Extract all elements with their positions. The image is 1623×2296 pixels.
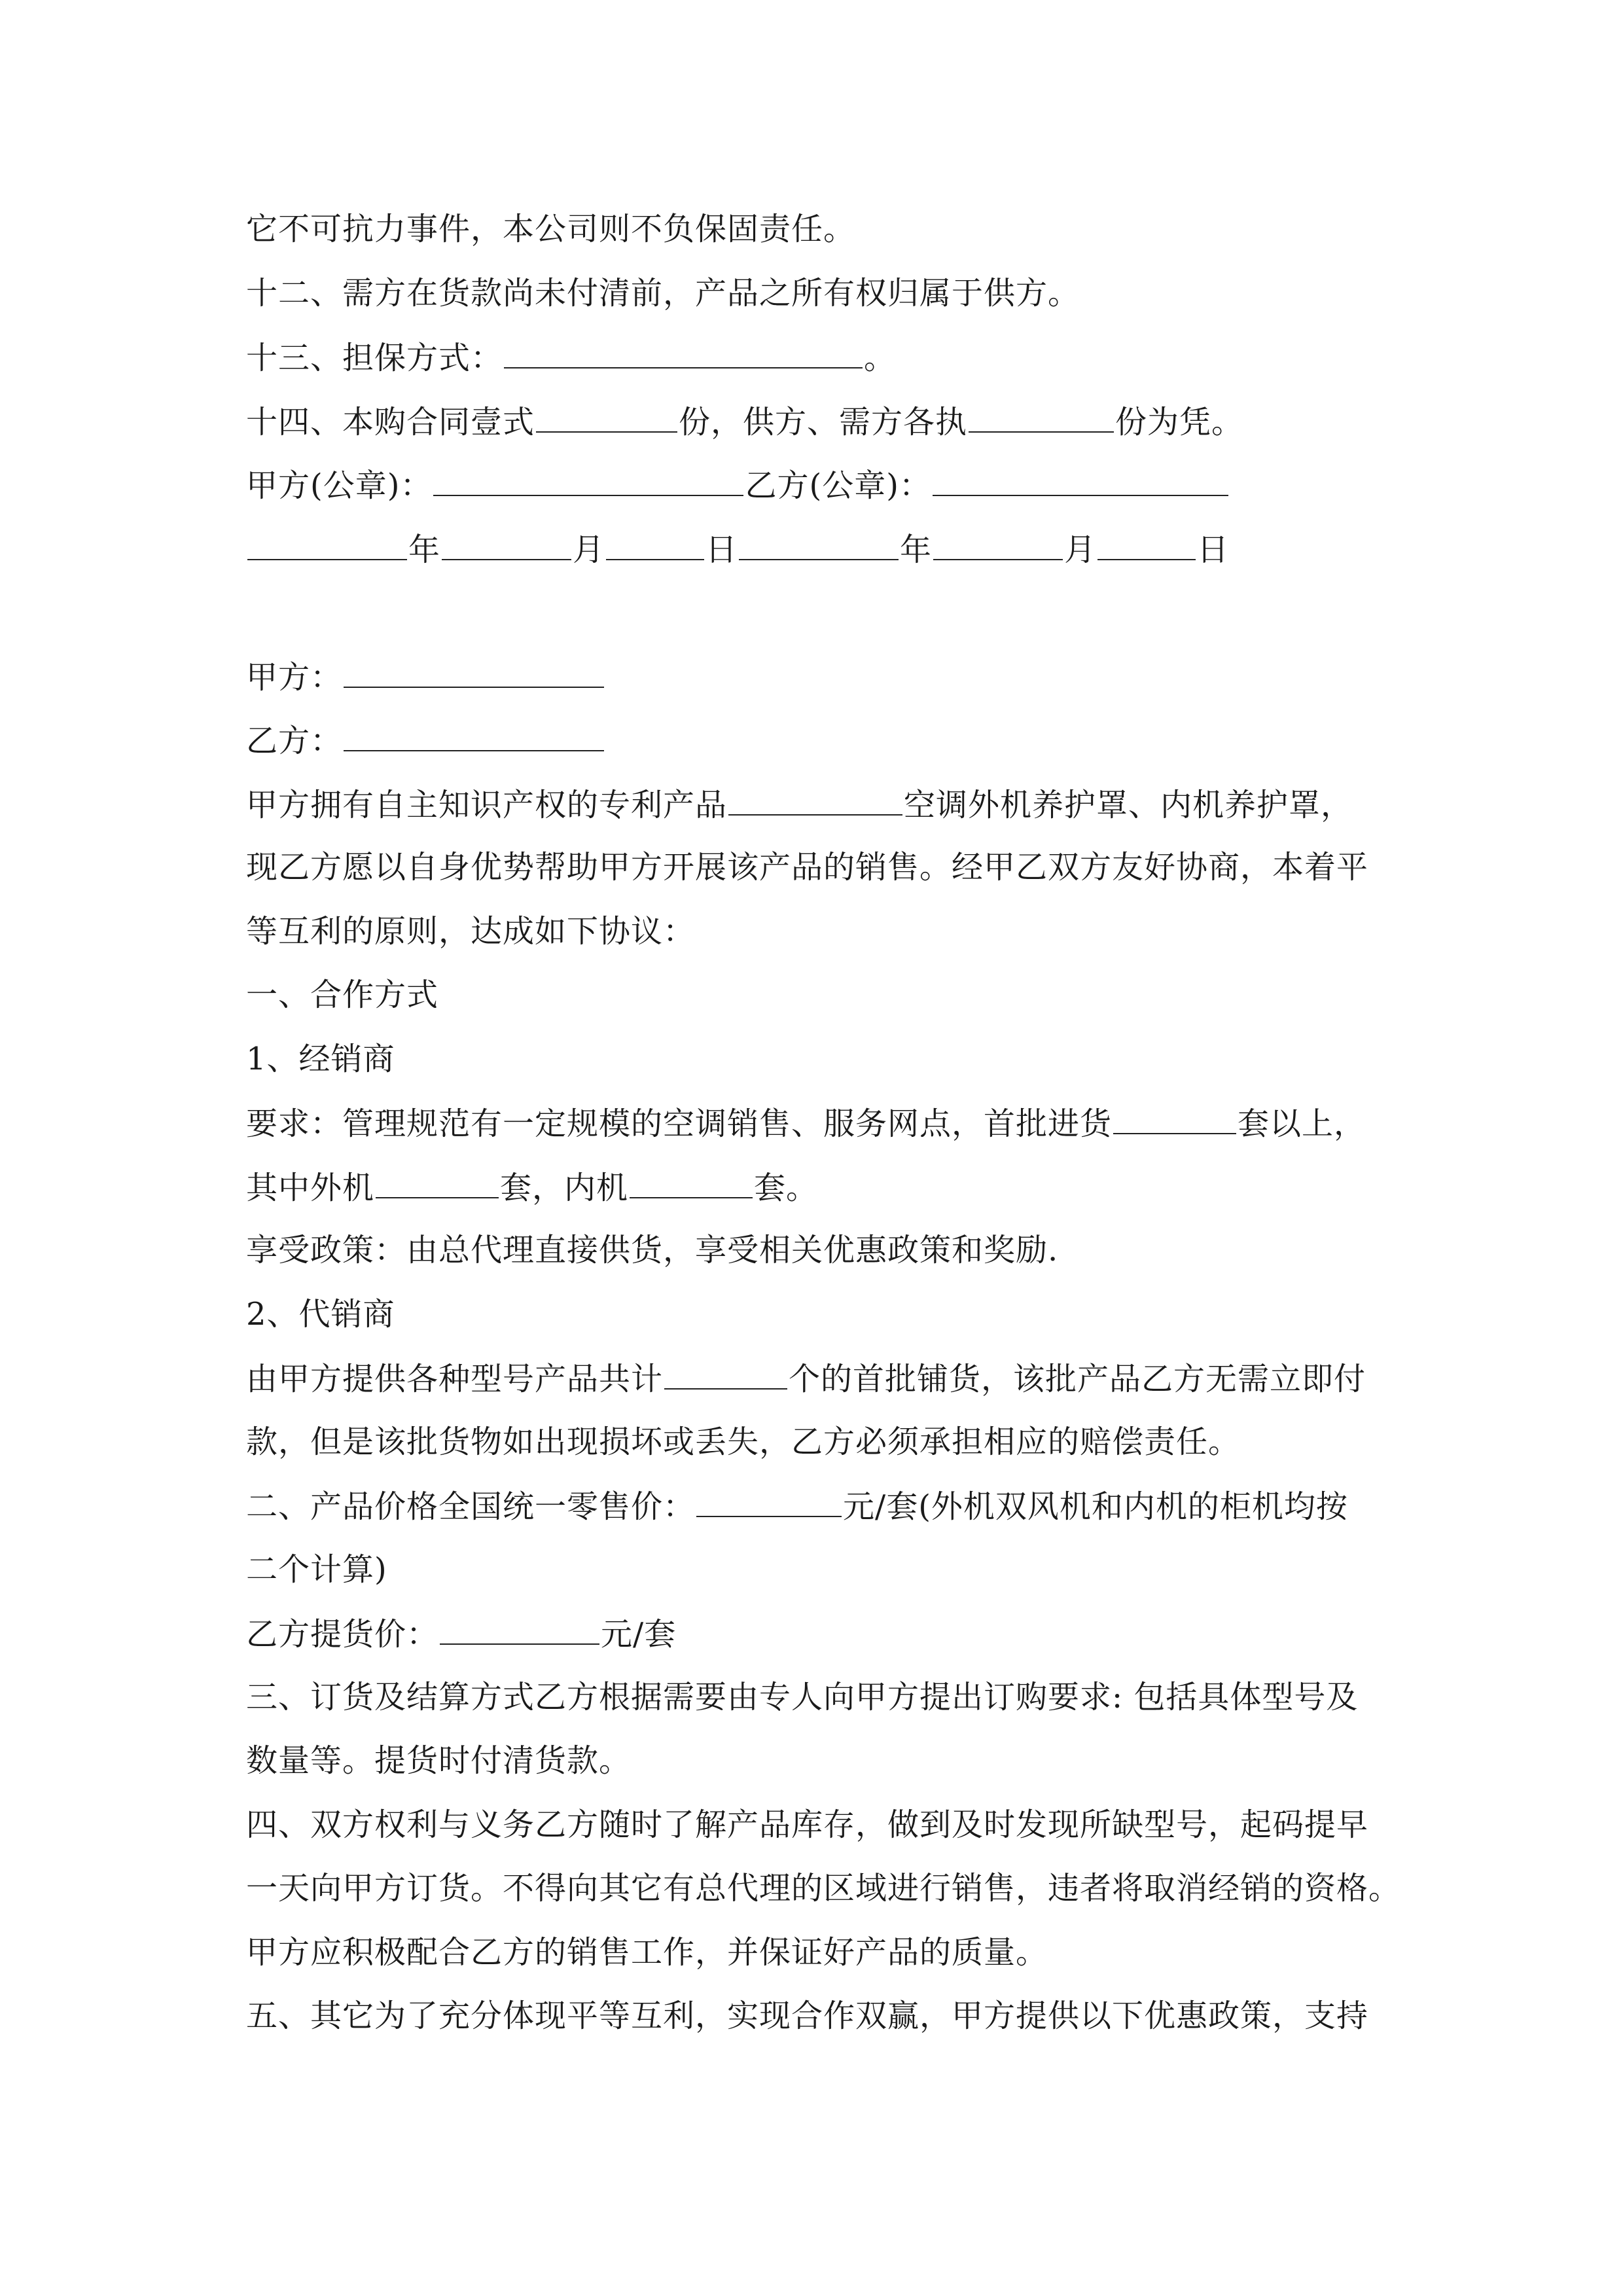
text-line [246, 1805, 1368, 1844]
fill-in-blank [433, 465, 743, 496]
fill-in-blank [739, 529, 899, 560]
year-label: 年 [408, 531, 441, 568]
line-text: 由甲方提供各种型号产品共计 [246, 1361, 664, 1397]
line-text: 个的首批铺货，该批产品乙方无需立即付 [789, 1361, 1366, 1397]
text-line [246, 1103, 1366, 1143]
text-line [246, 1613, 676, 1654]
line-text: 元/套 [601, 1616, 677, 1653]
line-text: 十三、担保方式： [246, 340, 503, 376]
text-line [246, 337, 896, 378]
fill-in-blank [440, 1613, 599, 1645]
line-text: 一、合作方式 [246, 977, 439, 1013]
text-line [246, 401, 1243, 442]
fill-in-blank [536, 401, 677, 433]
fill-in-blank [696, 1486, 842, 1517]
text-line [246, 1167, 818, 1208]
text-line [246, 1677, 1358, 1717]
line-text: 它不可抗力事件，本公司则不负保固责任。 [246, 211, 856, 247]
party-a-seal-label: 甲方(公章)： [246, 467, 433, 504]
line-text: 甲方应积极配合乙方的销售工作，并保证好产品的质量。 [246, 1934, 1048, 1971]
text-line [246, 1358, 1366, 1399]
line-text: 甲方拥有自主知识产权的专利产品 [246, 787, 728, 823]
fill-in-blank [728, 784, 902, 816]
fill-in-blank [1097, 529, 1196, 560]
party-a-label: 甲方： [246, 659, 343, 696]
line-text: 空调外机养护罩、内机养护罩， [904, 787, 1353, 823]
text-line [246, 1422, 1240, 1462]
signature-line [246, 465, 1230, 505]
text-line [246, 720, 605, 761]
text-line [246, 784, 1353, 825]
text-line [246, 1996, 1368, 2036]
fill-in-blank [376, 1167, 499, 1198]
text-line [246, 1869, 1400, 1908]
line-text: 三、订货及结算方式乙方根据需要由专人向甲方提出订购要求: 包括具体型号及 [246, 1679, 1359, 1715]
line-text: 二、产品价格全国统一零售价： [246, 1488, 696, 1525]
date-line [246, 529, 1229, 569]
text-line [246, 1933, 1048, 1972]
line-text: 现乙方愿以自身优势帮助甲方开展该产品的销售。经甲乙双方友好协商，本着平 [246, 849, 1369, 886]
line-text: 十四、本购合同壹式 [246, 404, 535, 440]
line-text: 十二、需方在货款尚未付清前，产品之所有权归属于供方。 [246, 275, 1080, 312]
line-text: 2、代销商 [246, 1296, 395, 1333]
text-line [246, 912, 695, 951]
line-text: 套以上， [1238, 1105, 1366, 1142]
year-label: 年 [900, 531, 933, 568]
fill-in-blank [344, 656, 604, 688]
section-heading [246, 975, 438, 1014]
text-line [246, 848, 1368, 887]
subsection-heading [246, 1295, 395, 1334]
line-text: 要求：管理规范有一定规模的空调销售、服务网点，首批进货 [246, 1105, 1113, 1142]
line-text: 份为凭。 [1115, 404, 1244, 440]
line-text: 数量等。提货时付清货款。 [246, 1742, 632, 1779]
fill-in-blank [933, 529, 1063, 560]
line-text: 。 [864, 340, 897, 376]
line-text: 其中外机 [246, 1170, 375, 1206]
text-line [246, 209, 855, 249]
line-text: 四、双方权利与义务乙方随时了解产品库存，做到及时发现所缺型号，起码提早 [246, 1806, 1369, 1843]
fill-in-blank [442, 529, 571, 560]
text-line [246, 1741, 631, 1780]
line-text: 等互利的原则，达成如下协议： [246, 913, 696, 950]
line-text: 元/套(外机双风机和内机的柜机均按 [843, 1488, 1348, 1525]
day-label: 日 [705, 531, 738, 568]
line-text: 乙方提货价： [246, 1616, 439, 1653]
fill-in-blank [247, 529, 407, 560]
line-text: 二个计算) [246, 1551, 387, 1588]
line-text: 套。 [754, 1170, 819, 1206]
line-text: 五、其它为了充分体现平等互利，实现合作双赢，甲方提供以下优惠政策，支持 [246, 1998, 1369, 2034]
line-text: 款，但是该批货物如出现损坏或丢失，乙方必须承担相应的赔偿责任。 [246, 1424, 1241, 1460]
fill-in-blank [344, 720, 604, 751]
party-b-seal-label: 乙方(公章)： [745, 467, 931, 504]
text-line [246, 656, 605, 697]
text-line [246, 1230, 1058, 1270]
line-text: 一天向甲方订货。不得向其它有总代理的区域进行销售，违者将取消经销的资格。 [246, 1870, 1401, 1907]
text-line [246, 274, 1080, 313]
fill-in-blank [933, 465, 1228, 496]
fill-in-blank [606, 529, 704, 560]
line-text: 份，供方、需方各执 [679, 404, 968, 440]
month-label: 月 [1064, 531, 1097, 568]
subsection-heading [246, 1039, 395, 1079]
text-line [246, 1486, 1348, 1526]
fill-in-blank [504, 337, 863, 368]
party-b-label: 乙方： [246, 723, 343, 759]
fill-in-blank [1113, 1103, 1236, 1134]
line-text: 套，内机 [500, 1170, 629, 1206]
fill-in-blank [969, 401, 1114, 433]
fill-in-blank [664, 1358, 787, 1390]
fill-in-blank [630, 1167, 753, 1198]
month-label: 月 [573, 531, 605, 568]
day-label: 日 [1197, 531, 1230, 568]
text-line [246, 1550, 387, 1589]
line-text: 1、经销商 [246, 1041, 395, 1077]
line-text: 享受政策：由总代理直接供货，享受相关优惠政策和奖励. [246, 1232, 1059, 1268]
